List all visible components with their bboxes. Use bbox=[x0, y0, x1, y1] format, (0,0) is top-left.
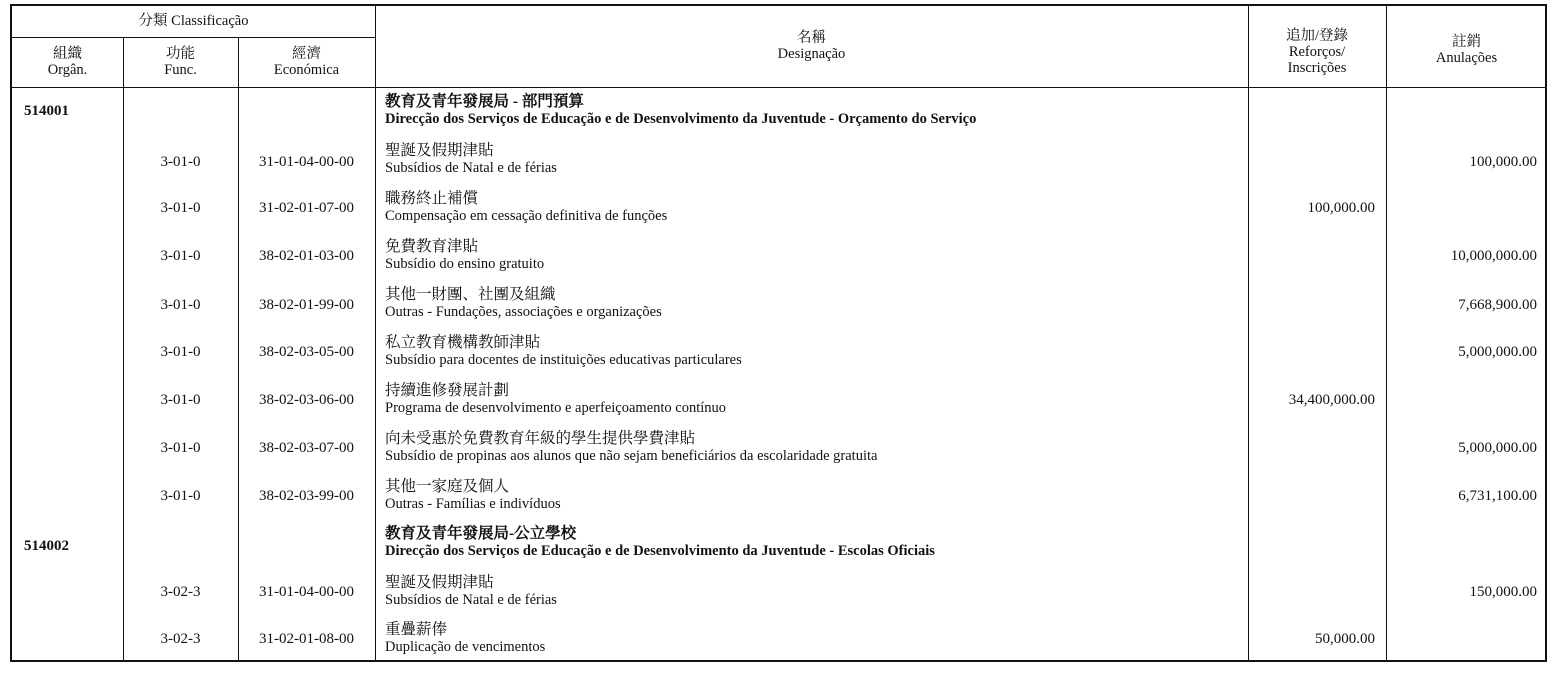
organ-code: 514002 bbox=[24, 538, 69, 554]
function-code: 3-01-0 bbox=[160, 440, 201, 456]
header-organ: 組織 Orgân. bbox=[47, 46, 88, 78]
col-divider bbox=[1248, 6, 1249, 660]
economic-code: 38-02-03-99-00 bbox=[259, 488, 354, 504]
header-bottom-border bbox=[12, 87, 1545, 88]
designation: 免費教育津貼 Subsídio do ensino gratuito bbox=[385, 238, 545, 272]
annulment-amount: 100,000.00 bbox=[1469, 154, 1537, 170]
function-code: 3-01-0 bbox=[160, 297, 201, 313]
reinforcement-amount: 100,000.00 bbox=[1307, 200, 1375, 216]
economic-code: 31-01-04-00-00 bbox=[259, 154, 354, 170]
economic-code: 31-01-04-00-00 bbox=[259, 584, 354, 600]
header-designation: 名稱 Designação bbox=[777, 30, 846, 62]
designation: 重疊薪俸 Duplicação de vencimentos bbox=[385, 621, 546, 655]
header-function: 功能 Func. bbox=[164, 46, 197, 78]
function-code: 3-01-0 bbox=[160, 392, 201, 408]
designation: 其他一家庭及個人 Outras - Famílias e indivíduos bbox=[385, 478, 561, 512]
economic-code: 38-02-03-07-00 bbox=[259, 440, 354, 456]
function-code: 3-01-0 bbox=[160, 200, 201, 216]
function-code: 3-01-0 bbox=[160, 488, 201, 504]
annulment-amount: 5,000,000.00 bbox=[1458, 440, 1537, 456]
designation: 聖誕及假期津貼 Subsídios de Natal e de férias bbox=[385, 142, 557, 176]
designation: 職務終止補償 Compensação em cessação definitiva de funções bbox=[385, 190, 668, 224]
function-code: 3-01-0 bbox=[160, 248, 201, 264]
economic-code: 38-02-03-06-00 bbox=[259, 392, 354, 408]
annulment-amount: 150,000.00 bbox=[1469, 584, 1537, 600]
annulment-amount: 10,000,000.00 bbox=[1450, 248, 1537, 264]
annulment-amount: 5,000,000.00 bbox=[1458, 344, 1537, 360]
annulment-amount: 7,668,900.00 bbox=[1458, 297, 1537, 313]
organ-code: 514001 bbox=[24, 103, 69, 119]
function-code: 3-02-3 bbox=[160, 584, 201, 600]
designation: 教育及青年發展局 - 部門預算 Direcção dos Serviços de Educação e de Desenvolvimento da Juventude - Orçamento do Serviço bbox=[385, 93, 977, 127]
budget-table bbox=[10, 4, 1547, 662]
reinforcement-amount: 50,000.00 bbox=[1315, 631, 1375, 647]
designation: 向未受惠於免費教育年級的學生提供學費津貼 Subsídio de propinas aos alunos que não sejam beneficiários da escolaridade gratuita bbox=[385, 430, 878, 464]
economic-code: 38-02-01-99-00 bbox=[259, 297, 354, 313]
designation: 持續進修發展計劃 Programa de desenvolvimento e aperfeiçoamento contínuo bbox=[385, 382, 727, 416]
economic-code: 38-02-01-03-00 bbox=[259, 248, 354, 264]
header-subdivider bbox=[12, 37, 375, 38]
designation: 聖誕及假期津貼 Subsídios de Natal e de férias bbox=[385, 574, 557, 608]
designation: 教育及青年發展局-公立學校 Direcção dos Serviços de Educação e de Desenvolvimento da Juventude - Escolas Oficiais bbox=[385, 525, 935, 559]
designation: 其他一財團、社團及組織 Outras - Fundações, associações e organizações bbox=[385, 286, 662, 320]
economic-code: 38-02-03-05-00 bbox=[259, 344, 354, 360]
function-code: 3-01-0 bbox=[160, 344, 201, 360]
header-reinforcements: 追加/登錄 Reforços/ Inscrições bbox=[1285, 28, 1349, 76]
col-divider bbox=[1386, 6, 1387, 660]
header-annulments: 註銷 Anulações bbox=[1435, 34, 1498, 66]
annulment-amount: 6,731,100.00 bbox=[1458, 488, 1537, 504]
function-code: 3-02-3 bbox=[160, 631, 201, 647]
reinforcement-amount: 34,400,000.00 bbox=[1288, 392, 1375, 408]
header-economic: 經濟 Económica bbox=[273, 46, 340, 78]
header-classification: 分類 Classificação bbox=[138, 13, 249, 29]
economic-code: 31-02-01-08-00 bbox=[259, 631, 354, 647]
function-code: 3-01-0 bbox=[160, 154, 201, 170]
designation: 私立教育機構教師津貼 Subsídio para docentes de instituições educativas particulares bbox=[385, 334, 742, 368]
economic-code: 31-02-01-07-00 bbox=[259, 200, 354, 216]
col-divider bbox=[375, 6, 376, 660]
